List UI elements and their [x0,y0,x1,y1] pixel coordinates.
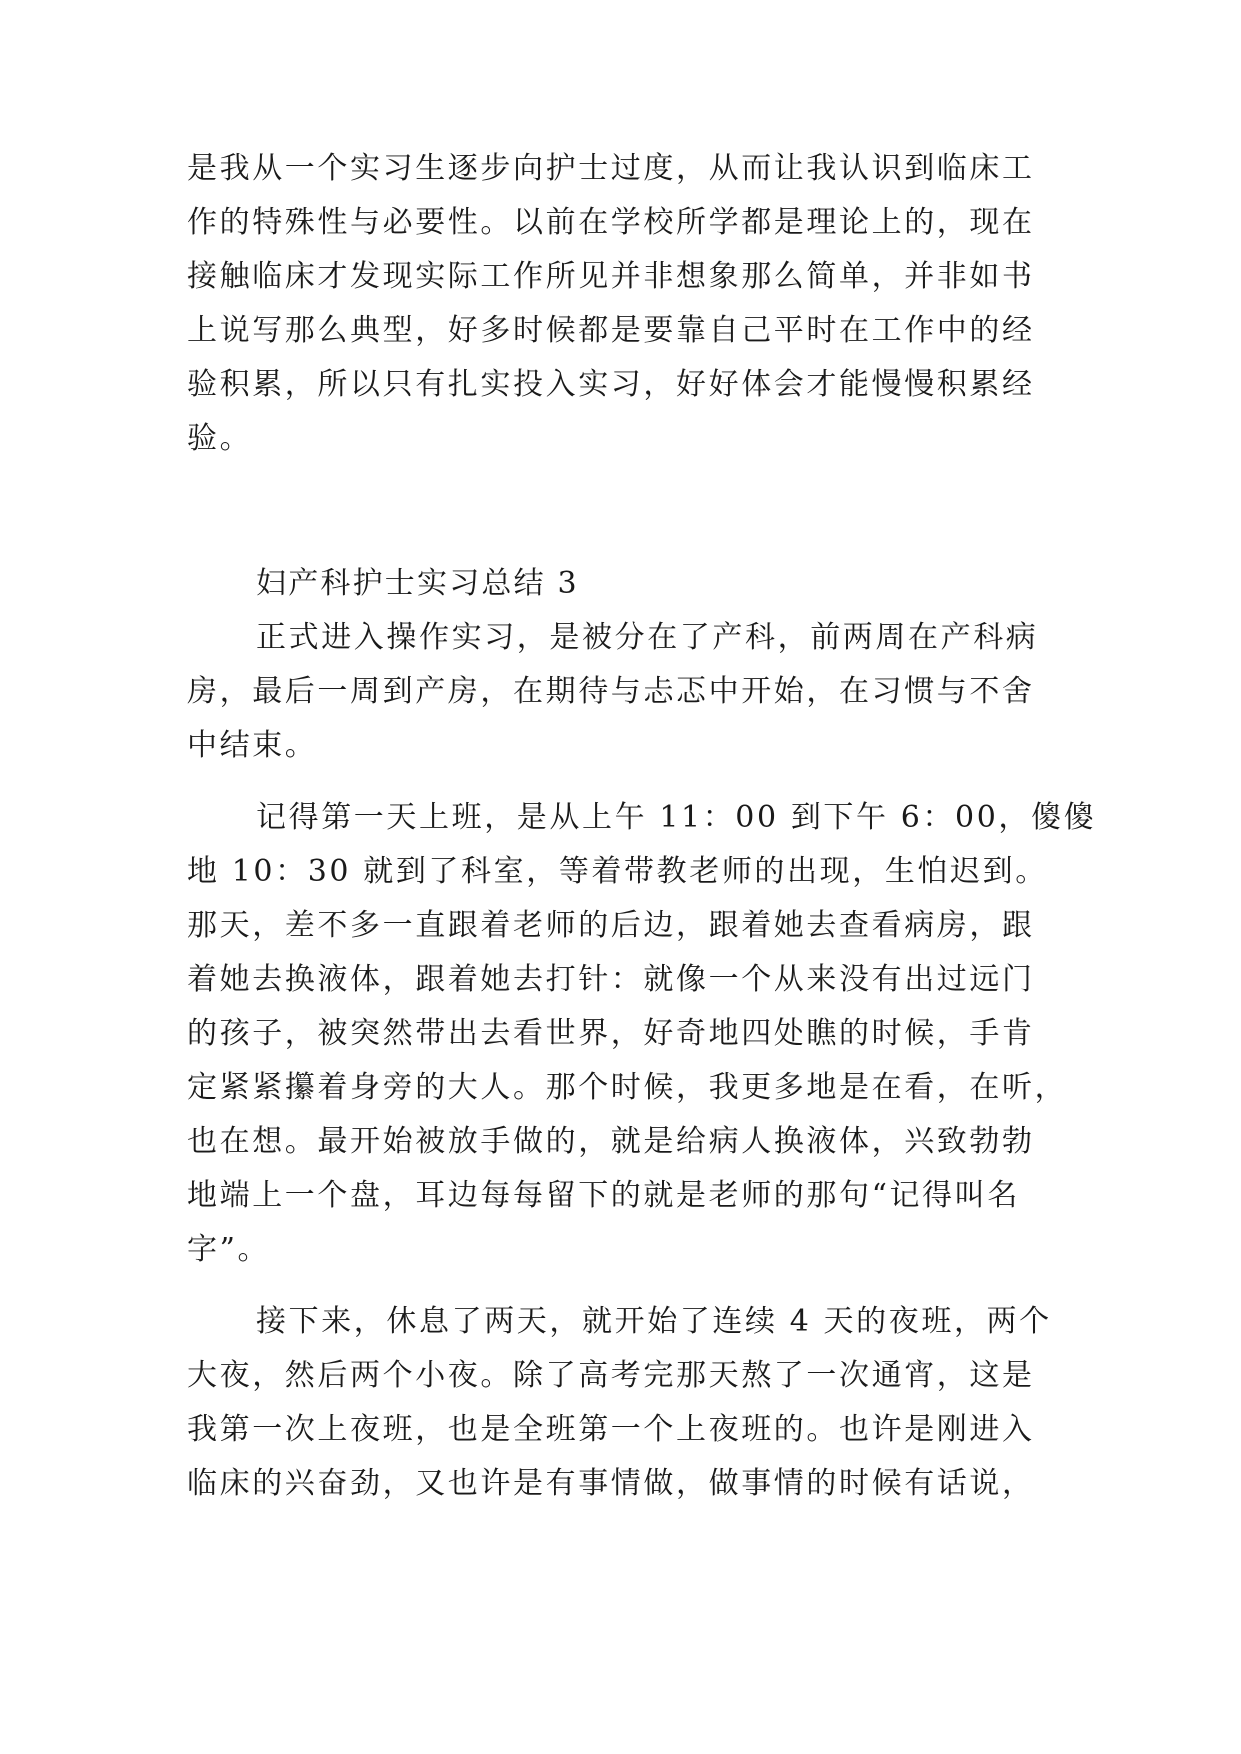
text-line: 接触临床才发现实际工作所见并非想象那么简单，并非如书 [187,259,1035,294]
text-line: 着她去换液体，跟着她去打针：就像一个从来没有出过远门 [187,962,1035,997]
text-line: 房，最后一周到产房，在期待与忐忑中开始，在习惯与不舍 [187,674,1035,709]
text-line: 大夜，然后两个小夜。除了高考完那天熬了一次通宵，这是 [187,1358,1035,1393]
section-title: 妇产科护士实习总结 3 [256,566,579,601]
text-line: 正式进入操作实习，是被分在了产科，前两周在产科病 [256,620,1039,655]
text-line: 记得第一天上班，是从上午 11：00 到下午 6：00，傻傻 [256,800,1097,835]
text-line: 上说写那么典型，好多时候都是要靠自己平时在工作中的经 [187,313,1035,348]
text-line: 作的特殊性与必要性。以前在学校所学都是理论上的，现在 [187,205,1035,240]
text-line: 是我从一个实习生逐步向护士过度，从而让我认识到临床工 [187,151,1035,186]
text-line: 接下来，休息了两天，就开始了连续 4 天的夜班，两个 [256,1304,1052,1339]
text-line: 地 10：30 就到了科室，等着带教老师的出现，生怕迟到。 [187,854,1048,889]
text-line: 也在想。最开始被放手做的，就是给病人换液体，兴致勃勃 [187,1124,1035,1159]
text-line: 的孩子，被突然带出去看世界，好奇地四处瞧的时候，手肯 [187,1016,1035,1051]
text-line: 地端上一个盘，耳边每每留下的就是老师的那句“记得叫名 [187,1178,1020,1213]
text-line: 临床的兴奋劲，又也许是有事情做，做事情的时候有话说， [187,1466,1035,1501]
text-line: 验。 [187,421,253,456]
text-line: 那天，差不多一直跟着老师的后边，跟着她去查看病房，跟 [187,908,1035,943]
text-line: 字”。 [187,1232,271,1267]
text-line: 中结束。 [187,728,318,763]
text-line: 验积累，所以只有扎实投入实习，好好体会才能慢慢积累经 [187,367,1035,402]
text-line: 定紧紧攥着身旁的大人。那个时候，我更多地是在看，在听， [187,1070,1068,1105]
text-line: 我第一次上夜班，也是全班第一个上夜班的。也许是刚进入 [187,1412,1035,1447]
